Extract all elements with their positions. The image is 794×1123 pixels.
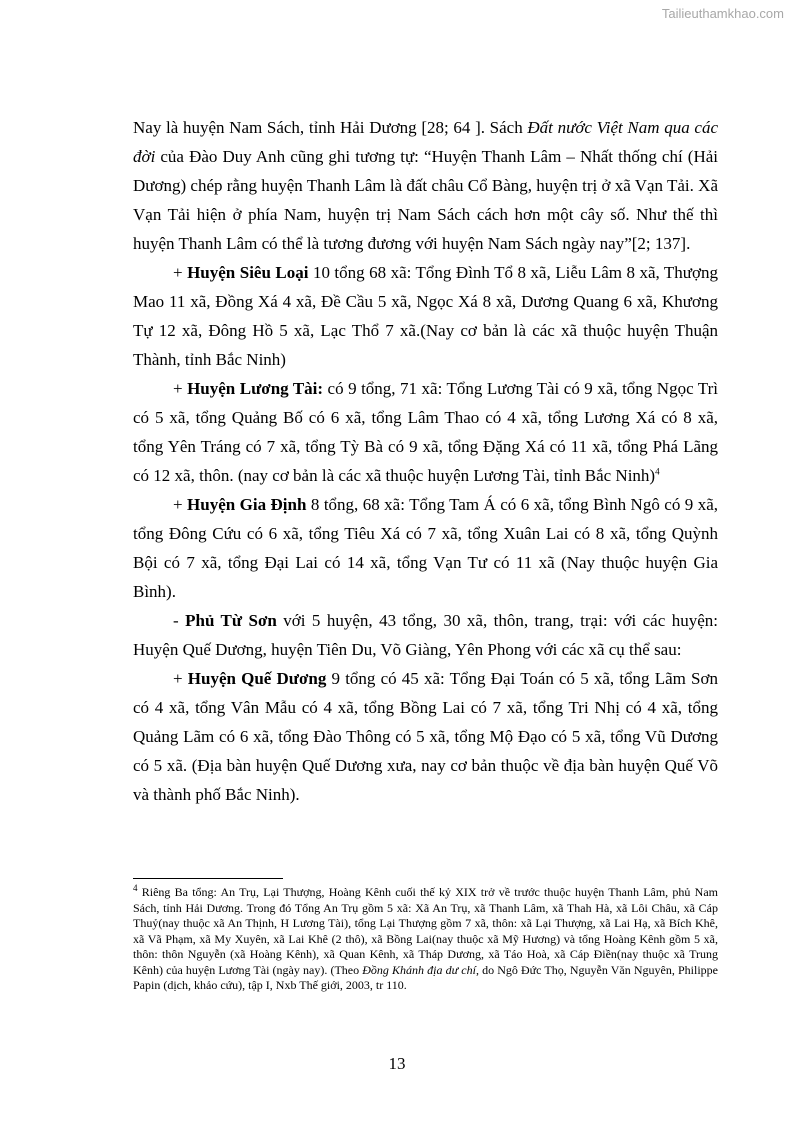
book-title: Đất nước Việt Nam qua các đời — [133, 118, 718, 166]
paragraph-que-duong — [133, 664, 718, 809]
text-run: Riêng Ba tổng: An Trụ, Lại Thượng, Hoàng Kênh cuối thế kỷ XIX trở về trước thuộc huyện Thanh Lâm, phủ Nam Sách, tỉnh Hải Dương. Trong đó Tổng An Trụ gồm 5 xã: Xã An Trụ, xã Thanh Lâm, xã Thah Hà, xã Lôi Châu, xã Cáp Thuỷ(nay thuộc xã An Thịnh, H Lương Tài), tổng Lại Thượng gồm 7 xã, thôn: xã Lại Thượng, xã Lai Hạ, xã Bích Khê, xã Vã Phạm, xã My Xuyên, xã Lai Khê (2 thô), xã Bồng Lai(nay thuộc xã Mỹ Hương) và tổng Hoàng Kênh gồm 5 xã, thôn: thôn Nguyễn (xã Hoàng Kênh), xã Quan Kênh, xã Tháp Dương, xã Táo Hoà, xã Cáp Điền(nay thuộc xã Trung Kênh) của huyện Lương Tài (ngày nay). (Theo — [133, 885, 718, 977]
text-run: của Đào Duy Anh cũng ghi tương tự: “Huyện Thanh Lâm – Nhất thống chí (Hải Dương) chép rằng huyện Thanh Lâm là đất châu Cổ Bàng, huyện trị ở xã Vạn Tải. Xã Vạn Tải hiện ở phía Nam, huyện trị Nam Sách cách hơn một cây số. Như thế thì huyện Thanh Lâm có thể là tương đương với huyện Nam Sách ngày nay”[2; 137]. — [133, 147, 718, 253]
page-number: 13 — [388, 1054, 406, 1073]
prefecture-heading: Phủ Từ Sơn — [185, 611, 277, 630]
text-run: Nay là huyện Nam Sách, tỉnh Hải Dương [28; 64 ]. Sách — [133, 118, 528, 137]
footnote-ref[interactable]: 4 — [655, 466, 660, 477]
bullet: + — [173, 379, 188, 398]
source-title: Đồng Khánh địa dư chí — [362, 962, 476, 977]
paragraph-nam-sach — [133, 113, 718, 258]
bullet: - — [173, 611, 186, 630]
bullet: + — [173, 495, 188, 514]
text-run: với 5 huyện, 43 tổng, 30 xã, thôn, trang, trại: với các huyện: Huyện Quế Dương, huyện Tiên Du, Võ Giàng, Yên Phong với các xã cụ thể sau: — [133, 611, 718, 659]
text-run: 8 tổng, 68 xã: Tổng Tam Á có 6 xã, tổng Bình Ngô có 9 xã, tổng Đông Cứu có 6 xã, tổng Tiêu Xá có 7 xã, tổng Xuân Lai có 8 xã, tổng Quỳnh Bội có 7 xã, tổng Đại Lai có 14 xã, tổng Vạn Tư có 11 xã (Nay thuộc huyện Gia Bình). — [133, 495, 718, 601]
district-heading: Huyện Quế Dương — [187, 669, 327, 688]
district-heading: Huyện Lương Tài: — [187, 379, 324, 398]
bullet: + — [173, 669, 188, 688]
footnote-number: 4 — [133, 883, 138, 893]
text-run: 10 tổng 68 xã: Tổng Đình Tổ 8 xã, Liễu Lâm 8 xã, Thượng Mao 11 xã, Đồng Xá 4 xã, Đề Cầu 5 xã, Ngọc Xá 8 xã, Dương Quang 6 xã, Khương Tự 12 xã, Đông Hồ 5 xã, Lạc Thổ 7 xã.(Nay cơ bản là các xã thuộc huyện Thuận Thành, tỉnh Bắc Ninh) — [133, 263, 719, 369]
paragraph-gia-dinh — [133, 490, 718, 606]
district-heading: Huyện Gia Định — [187, 495, 307, 514]
text-run: có 9 tổng, 71 xã: Tổng Lương Tài có 9 xã, tổng Ngọc Trì có 5 xã, tổng Quảng Bố có 6 xã, tổng Lâm Thao có 4 xã, tổng Lương Xá có 8 xã, tổng Yên Tráng có 7 xã, tổng Tỳ Bà có 9 xã, tổng Đặng Xá có 11 xã, tổng Phá Lãng có 12 xã, thôn. (nay cơ bản là các xã thuộc huyện Lương Tài, tỉnh Bắc Ninh) — [133, 379, 718, 485]
paragraph-tu-son — [133, 606, 718, 664]
paragraph-sieu-loai — [133, 258, 718, 374]
text-run: 9 tổng có 45 xã: Tổng Đại Toán có 5 xã, tổng Lãm Sơn có 4 xã, tổng Vân Mẫu có 4 xã, tổng Bồng Lai có 7 xã, tổng Tri Nhị có 4 xã, tổng Quảng Lãm có 6 xã, tổng Đào Thông có 5 xã, tổng Mộ Đạo có 5 xã, tổng Vũ Dương có 5 xã. (Địa bàn huyện Quế Dương xưa, nay cơ bản thuộc về địa bàn huyện Quế Võ và thành phố Bắc Ninh). — [133, 669, 718, 804]
footnote — [133, 885, 718, 994]
bullet: + — [173, 263, 188, 282]
text-run: , do Ngô Đức Thọ, Nguyễn Văn Nguyên, Philippe Papin (dịch, khảo cứu), tập I, Nxb Thế giới, 2003, tr 110. — [133, 962, 718, 992]
paragraph-luong-tai — [133, 374, 718, 490]
footnote-divider — [133, 878, 283, 879]
body-text — [133, 113, 718, 809]
district-heading: Huyện Siêu Loại — [187, 263, 309, 282]
watermark-text: Tailieuthamkhao.com — [661, 6, 784, 21]
